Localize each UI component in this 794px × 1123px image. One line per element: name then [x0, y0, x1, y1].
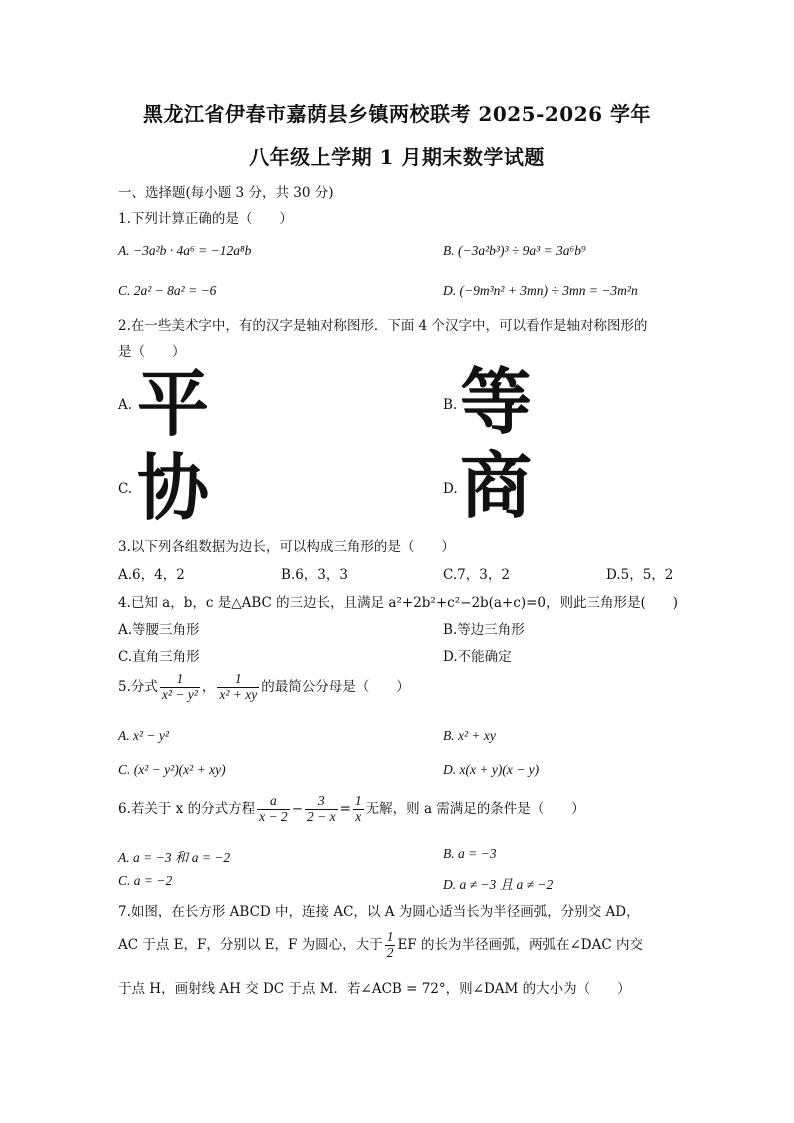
q5-suffix: 的最简公分母是（ ）: [261, 678, 410, 695]
q1-stem: 1.下列计算正确的是（ ）: [118, 211, 293, 227]
q7-line2-pre: AC 于点 E，F，分别以 E，F 为圆心，大于: [118, 936, 383, 953]
q1-option-c: C. 2a² − 8a² = −6: [118, 283, 217, 298]
q2-stem-line1: 2.在一些美术字中，有的汉字是轴对称图形．下面 4 个汉字中，可以看作是轴对称图形的: [118, 318, 648, 334]
q6-fraction-3-numerator: 1: [354, 793, 362, 808]
paper-title-line2: 八年级上学期 1 月期末数学试题: [249, 145, 545, 169]
q6-fraction-1-denominator: x − 2: [259, 808, 288, 824]
q2-option-d-char: 商: [460, 444, 533, 528]
q5-fraction-1: [160, 672, 200, 703]
q5-fraction-1-denominator: x² − y²: [161, 686, 198, 702]
q3-option-a: A.6，4，2: [118, 567, 185, 583]
q7-half-fraction: [385, 930, 396, 961]
q7-half-numerator: 1: [386, 929, 394, 944]
q4-stem: 4.已知 a，b，c 是△ABC 的三边长，且满足 a²+2b²+c²−2b(a+c)=0，则此三角形是( ): [118, 595, 679, 611]
q6-suffix: 无解，则 a 需满足的条件是（ ）: [365, 800, 585, 817]
q6-fraction-3-denominator: x: [353, 809, 364, 825]
q6-fraction-1: [257, 794, 290, 825]
paper-title-line1: 黑龙江省伊春市嘉荫县乡镇两校联考 2025-2026 学年: [142, 102, 652, 126]
q2-stem-line2: 是（ ）: [118, 344, 186, 360]
q5-fraction-2-numerator: 1: [234, 671, 242, 686]
section-header: 一、选择题(每小题 3 分，共 30 分): [118, 185, 334, 201]
q3-option-c: C.7，3，2: [443, 567, 510, 583]
q5-option-c: C. (x² − y²)(x² + xy): [118, 762, 226, 777]
q4-option-d: D.不能确定: [443, 649, 512, 665]
q6-option-a: A. a = −3 和 a = −2: [118, 850, 231, 865]
q5-option-d: D. x(x + y)(x − y): [443, 762, 540, 777]
q2-option-b-char: 等: [460, 360, 533, 444]
q6-fraction-1-numerator: a: [270, 793, 277, 808]
q6-prefix: 6.若关于 x 的分式方程: [118, 800, 256, 817]
q1-option-b: B. (−3a²b³)³ ÷ 9a³ = 3a⁶b⁹: [443, 243, 586, 258]
q5-option-a: A. x² − y²: [118, 728, 169, 743]
q3-stem: 3.以下列各组数据为边长，可以构成三角形的是（ ）: [118, 539, 455, 555]
q6-minus: −: [291, 800, 303, 817]
q5-option-b: B. x² + xy: [443, 728, 496, 743]
q1-option-a: A. −3a²b · 4a⁶ = −12a⁸b: [118, 243, 252, 258]
q6-option-b: B. a = −3: [443, 846, 497, 861]
q5-fraction-1-numerator: 1: [176, 671, 184, 686]
q5-fraction-2: [217, 672, 259, 703]
q5-fraction-2-denominator: x² + xy: [219, 686, 258, 702]
q2-option-a-char: 平: [137, 362, 210, 446]
q7-line2: [118, 930, 643, 961]
q1-option-d: D. (−9m³n² + 3mn) ÷ 3mn = −3m²n: [443, 283, 638, 298]
q6-option-c: C. a = −2: [118, 873, 173, 888]
q6-option-d: D. a ≠ −3 且 a ≠ −2: [443, 877, 554, 892]
q7-line1: 7.如图，在长方形 ABCD 中，连接 AC，以 A 为圆心适当长为半径画弧，分别交 AD，: [118, 904, 640, 920]
q2-option-d-label: D.: [443, 481, 458, 497]
q2-option-a-label: A.: [118, 397, 133, 413]
q4-option-a: A.等腰三角形: [118, 622, 200, 638]
q7-half-denominator: 2: [386, 944, 394, 960]
q2-option-c-char: 协: [137, 446, 210, 530]
q4-option-b: B.等边三角形: [443, 622, 525, 638]
q5-comma: ，: [201, 678, 216, 695]
q6-fraction-3: [353, 794, 364, 825]
q6-stem: [118, 794, 585, 825]
q5-stem: [118, 672, 410, 703]
q5-prefix: 5.分式: [118, 678, 158, 695]
q7-line3: 于点 H，画射线 AH 交 DC 于点 M．若∠ACB = 72°，则∠DAM 的大小为（ ）: [118, 981, 631, 997]
q2-option-b-label: B.: [443, 397, 458, 413]
q3-option-d: D.5，5，2: [606, 567, 674, 583]
q6-fraction-2: [305, 794, 338, 825]
q7-line2-post: EF 的长为半径画弧，两弧在∠DAC 内交: [397, 936, 643, 953]
q4-option-c: C.直角三角形: [118, 649, 200, 665]
q6-equals: =: [339, 800, 351, 817]
q6-fraction-2-numerator: 3: [317, 793, 325, 808]
q2-option-c-label: C.: [118, 481, 133, 497]
q6-fraction-2-denominator: 2 − x: [307, 808, 336, 824]
q3-option-b: B.6，3，3: [281, 567, 348, 583]
